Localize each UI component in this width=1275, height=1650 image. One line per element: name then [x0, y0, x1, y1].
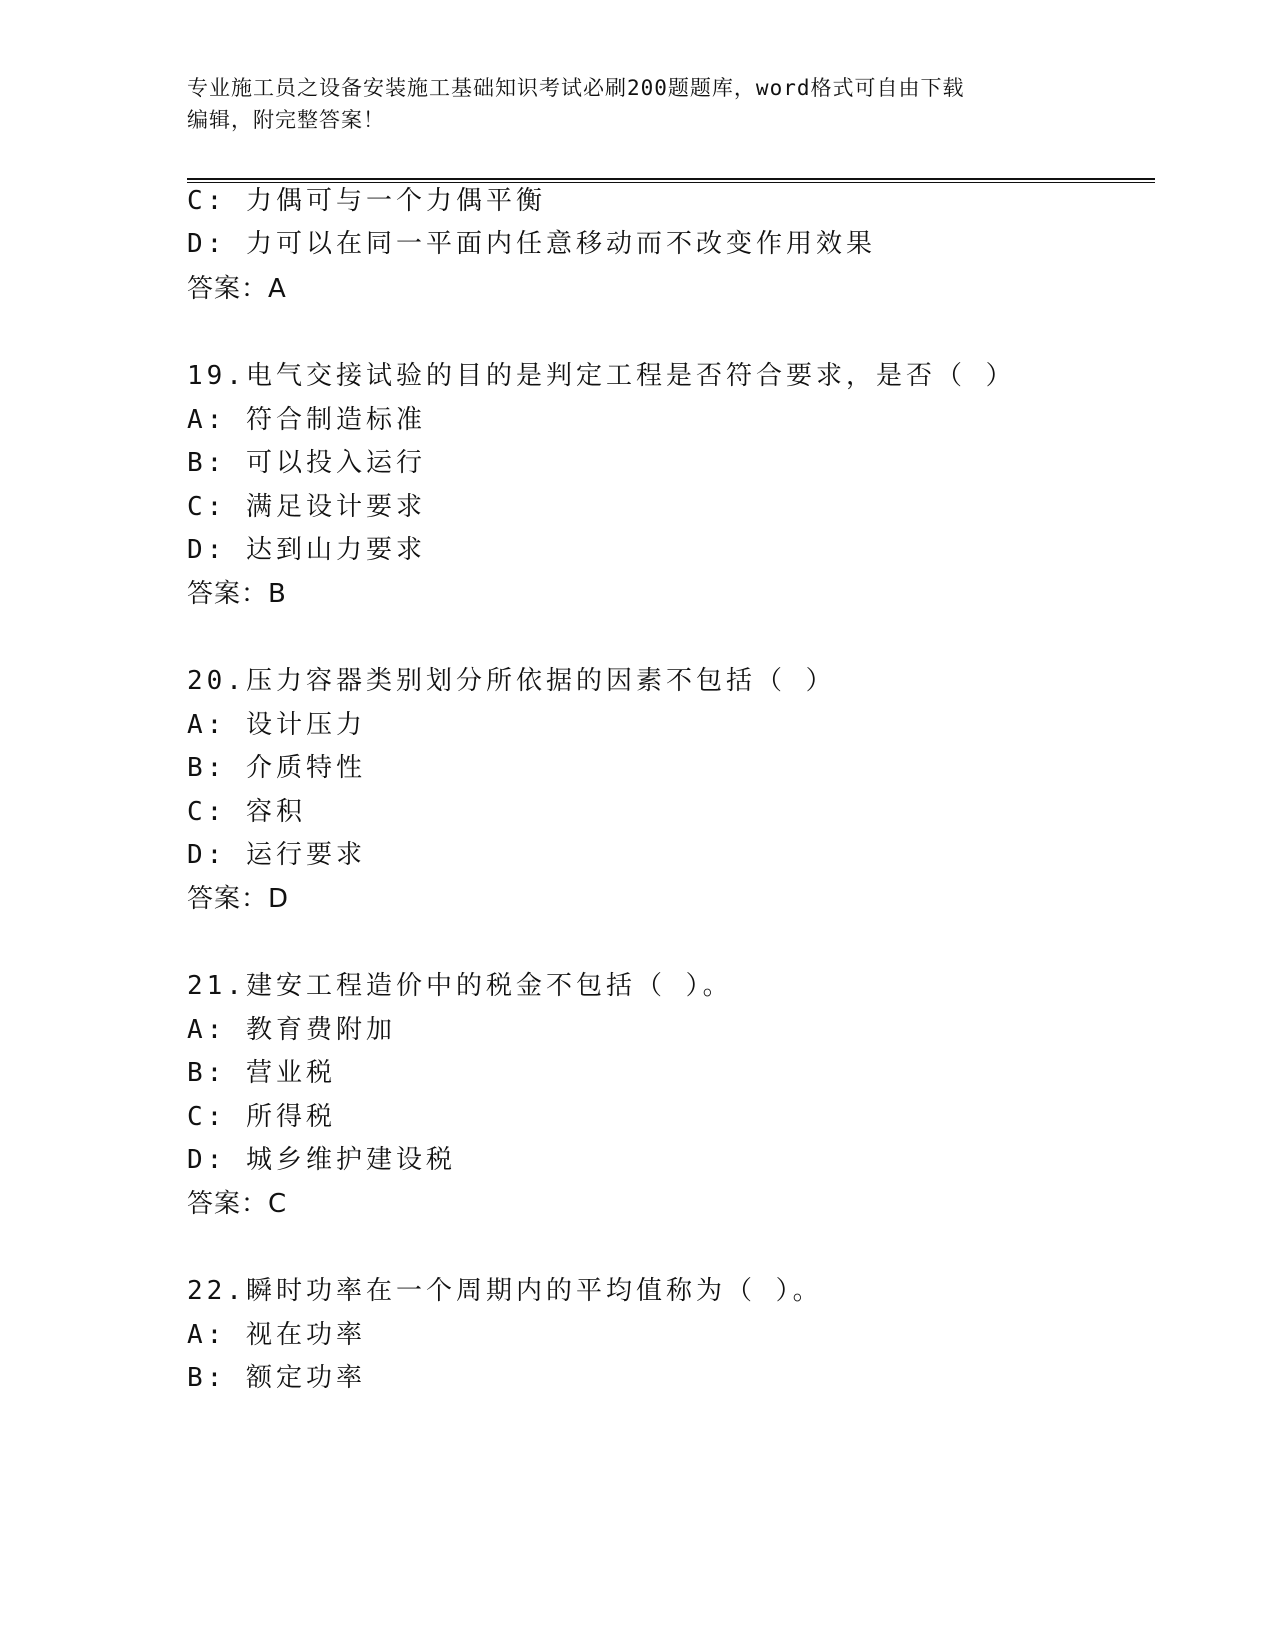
- q19-option-a: A: 符合制造标准: [187, 405, 426, 435]
- q19-stem: 19.电气交接试验的目的是判定工程是否符合要求，是否（ ）: [187, 361, 1016, 391]
- q21-option-d: D: 城乡维护建设税: [187, 1145, 456, 1175]
- q21-stem: 21.建安工程造价中的税金不包括（ ）。: [187, 971, 733, 1001]
- q20-option-c: C: 容积: [187, 797, 306, 827]
- q19-option-b: B: 可以投入运行: [187, 448, 426, 478]
- q22-stem: 22.瞬时功率在一个周期内的平均值称为（ ）。: [187, 1276, 823, 1306]
- q20-option-b: B: 介质特性: [187, 753, 366, 783]
- header-title-line-2: 编辑，附完整答案！: [187, 108, 385, 132]
- q22-option-a: A: 视在功率: [187, 1320, 366, 1350]
- q18-answer: 答案：A: [187, 274, 287, 304]
- q22-option-b: B: 额定功率: [187, 1363, 366, 1393]
- q18-option-d: D: 力可以在同一平面内任意移动而不改变作用效果: [187, 229, 876, 259]
- header-title-line-1: 专业施工员之设备安装施工基础知识考试必刷200题题库，word格式可自由下载: [187, 76, 965, 100]
- q21-option-b: B: 营业税: [187, 1058, 336, 1088]
- q18-option-c: C: 力偶可与一个力偶平衡: [187, 186, 546, 216]
- q19-option-c: C: 满足设计要求: [187, 492, 426, 522]
- q20-answer: 答案：D: [187, 884, 290, 914]
- header-divider: [187, 178, 1155, 183]
- document-header: [187, 72, 1087, 136]
- q21-answer: 答案：C: [187, 1189, 288, 1219]
- q20-option-a: A: 设计压力: [187, 710, 366, 740]
- q21-option-c: C: 所得税: [187, 1102, 336, 1132]
- q21-option-a: A: 教育费附加: [187, 1015, 396, 1045]
- q19-option-d: D: 达到山力要求: [187, 535, 426, 565]
- q19-answer: 答案：B: [187, 579, 287, 609]
- q20-option-d: D: 运行要求: [187, 840, 366, 870]
- q20-stem: 20.压力容器类别划分所依据的因素不包括（ ）: [187, 666, 836, 696]
